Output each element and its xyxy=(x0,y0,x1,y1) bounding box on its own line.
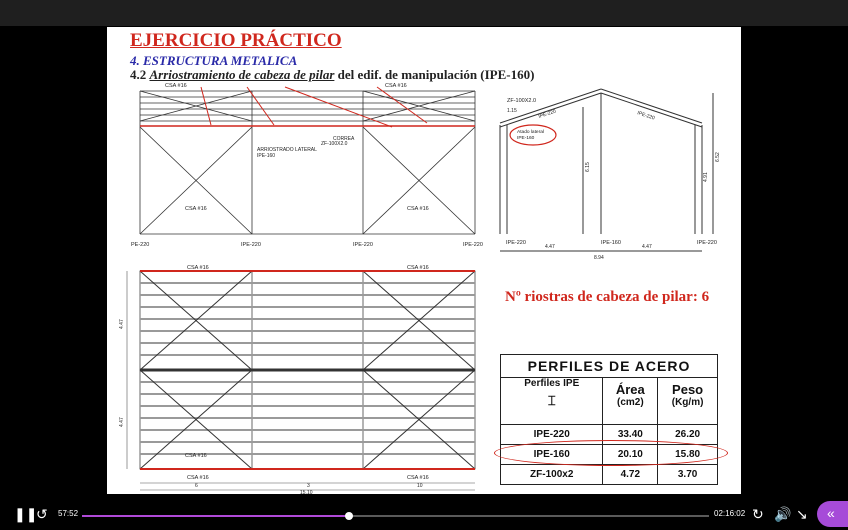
elev-col-2: IPE-220 xyxy=(241,242,261,248)
progress-fill xyxy=(82,515,349,517)
heading-number: 4.2 xyxy=(130,67,147,82)
section-height-2: 4.91 xyxy=(703,172,709,182)
plan-dim-left-2: 4.47 xyxy=(119,417,125,427)
section-col-left: IPE-220 xyxy=(506,240,526,246)
section-height-3: 6.52 xyxy=(715,152,721,162)
rewind-icon[interactable]: ↺ xyxy=(36,506,48,522)
top-bar xyxy=(0,0,848,26)
section-rafter-right: IPE-220 xyxy=(636,110,656,122)
volume-icon[interactable]: 🔊 xyxy=(774,506,792,522)
slide-subtitle: 4. ESTRUCTURA METALICA xyxy=(130,53,298,68)
table-row: IPE-220 33.40 26.20 xyxy=(501,425,718,445)
section-span-right: 4.47 xyxy=(642,244,652,250)
chevrons-left-icon: « xyxy=(827,505,835,521)
elev-col-3: IPE-220 xyxy=(353,242,373,248)
table-col-area: Área (cm2) xyxy=(603,378,658,425)
plan-csa-3: CSA #16 xyxy=(185,453,207,459)
plan-csa-2: CSA #16 xyxy=(407,265,429,271)
table-col-peso: Peso (Kg/m) xyxy=(658,378,718,425)
section-height-1: 6.15 xyxy=(585,162,591,172)
panel-toggle-button[interactable] xyxy=(817,501,848,527)
exit-fullscreen-icon[interactable]: ↘ xyxy=(796,506,808,522)
plan-csa-4: CSA #16 xyxy=(187,475,209,481)
plan-dim-left-1: 4.47 xyxy=(119,319,125,329)
heading-italic: Arriostramiento de cabeza de pilar xyxy=(149,67,335,82)
elev-csa-top-1: CSA #16 xyxy=(165,83,187,89)
section-rafter-left: IPE-220 xyxy=(537,108,557,120)
presentation-slide xyxy=(107,27,741,494)
forward-icon[interactable]: ↻ xyxy=(752,506,764,522)
highlight-ring xyxy=(494,440,728,466)
elev-correa-spec: ZF-100X2.0 xyxy=(321,141,348,147)
plan-csa-1: CSA #16 xyxy=(187,265,209,271)
pause-icon[interactable]: ❚❚ xyxy=(14,506,38,522)
video-controls xyxy=(0,494,848,530)
progress-bar[interactable] xyxy=(82,515,709,517)
elev-col-1: PE-220 xyxy=(131,242,150,248)
section-span-total: 8.94 xyxy=(594,255,604,261)
plan-csa-5: CSA #16 xyxy=(407,475,429,481)
elev-csa-mid-1: CSA #16 xyxy=(185,206,207,212)
table-col-perfil: Perfiles IPE ⌶ xyxy=(501,378,603,425)
bracing-count-label: Nº riostras de cabeza de pilar: 6 xyxy=(505,289,710,305)
plan-dim-total: 15.10 xyxy=(300,490,313,494)
table-row: IPE-160 20.10 15.80 xyxy=(501,445,718,465)
plan-dim-b1: 6 xyxy=(195,483,198,489)
table-row: ZF-100x2 4.72 3.70 xyxy=(501,465,718,485)
table-title: PERFILES DE ACERO xyxy=(501,355,718,378)
elev-col-4: IPE-220 xyxy=(463,242,483,248)
section-callout-line1: Atado lateral xyxy=(517,130,544,135)
elapsed-time: 57:52 xyxy=(58,509,79,518)
slide-title: EJERCICIO PRÁCTICO xyxy=(130,30,342,51)
elev-csa-mid-2: CSA #16 xyxy=(407,206,429,212)
elev-csa-top-2: CSA #16 xyxy=(385,83,407,89)
section-col-right: IPE-220 xyxy=(697,240,717,246)
total-duration: 02:16:02 xyxy=(714,509,746,518)
section-callout-line2: IPE-160 xyxy=(517,136,535,141)
section-col-mid: IPE-160 xyxy=(601,240,621,246)
section-span-left: 4.47 xyxy=(545,244,555,250)
section-zf-label: ZF-100X2.0 xyxy=(507,98,537,104)
elev-correa-label: CORREA xyxy=(333,136,355,142)
progress-handle[interactable] xyxy=(345,512,353,520)
plan-dim-b3: 10 xyxy=(417,483,423,489)
section-dim-top: 1.15 xyxy=(507,108,517,114)
plan-dim-b2: 3 xyxy=(307,483,310,489)
elev-arriostrado-label: ARRIOSTRADO LATERAL xyxy=(257,147,317,153)
heading-rest: del edif. de manipulación (IPE-160) xyxy=(337,67,535,82)
elev-arriostrado-spec: IPE-160 xyxy=(257,153,276,159)
